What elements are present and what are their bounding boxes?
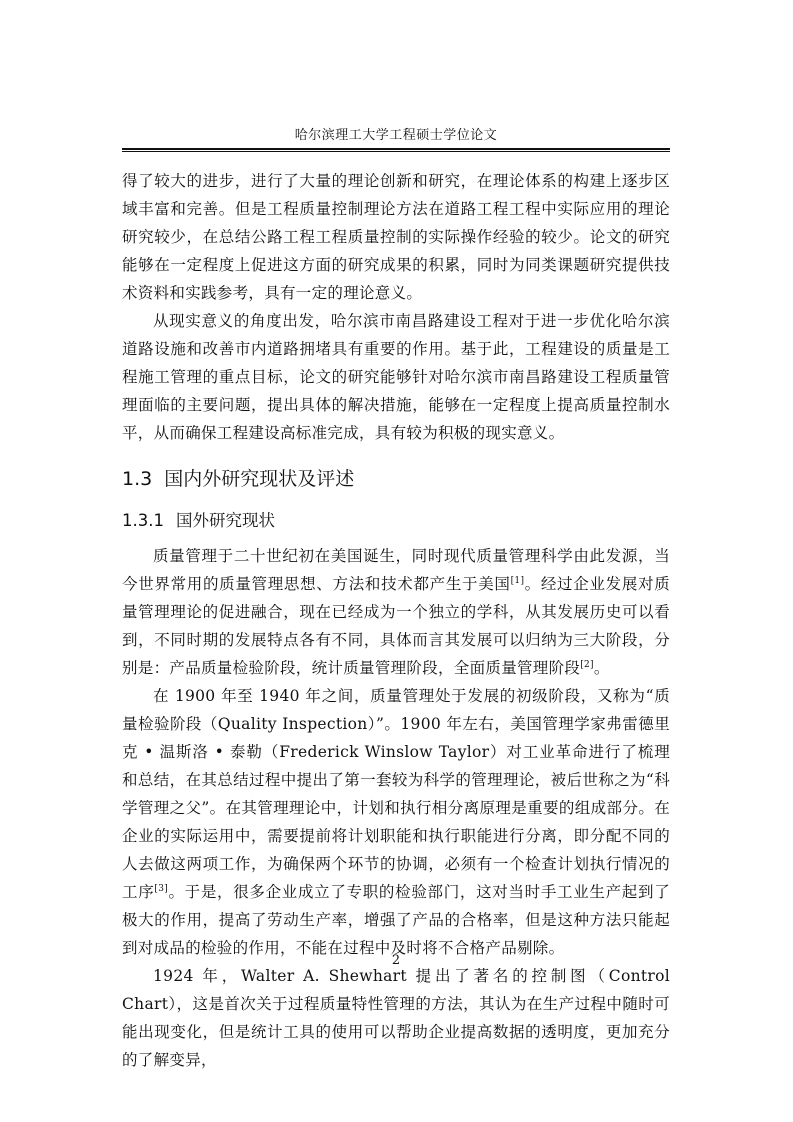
- running-header: 哈尔滨理工大学工程硕士学位论文: [294, 128, 498, 143]
- citation-2: [2]: [580, 659, 594, 670]
- paragraph-1: 得了较大的进步，进行了大量的理论创新和研究，在理论体系的构建上逐步区域丰富和完善。但是工程质量控制理论方法在道路工程工程中实际应用的理论研究较少，在总结公路工程工程质量控制的实际操作经验的较少。论文的研究能够在一定程度上促进这方面的研究成果的积累，同时为同类课题研究提供技术资料和实践参考，具有一定的理论意义。: [122, 172, 670, 302]
- paragraph-3-part-b: 。经过企业发展对质量管理理论的促进融合，现在已经成为一个独立的学科，从其发展历史可以看到，不同时期的发展特点各有不同，具体而言其发展可以归纳为三大阶段，分别是：产品质量检验阶段，统计质量管理阶段，全面质量管理阶段: [122, 575, 671, 677]
- page-number: 2: [391, 953, 401, 968]
- section-number: 1.3: [122, 468, 153, 490]
- paragraph-4-part-b: 。于是，很多企业成立了专职的检验部门，这对当时手工业生产起到了极大的作用，提高了劳动生产率，增强了产品的合格率，但是这种方法只能起到对成品的检验的作用，不能在过程中及时将不合格产品剔除。: [122, 883, 670, 957]
- paragraph-4: [122, 682, 670, 962]
- header-rule: [122, 148, 670, 152]
- paragraph-5: 1924 年，Walter A. Shewhart 提出了著名的控制图（Control Chart），这是首次关于过程质量特性管理的方法，其认为在生产过程中随时可能出现变化，但是统计工具的使用可以帮助企业提高数据的透明度，更加充分的了解变异，: [122, 967, 670, 1069]
- paragraph-3-part-c: 。: [593, 659, 610, 677]
- paragraph-3: [122, 542, 670, 682]
- citation-1: [1]: [510, 575, 525, 586]
- paragraph-2: 从现实意义的角度出发，哈尔滨市南昌路建设工程对于进一步优化哈尔滨道路设施和改善市内道路拥堵具有重要的作用。基于此，工程建设的质量是工程施工管理的重点目标，论文的研究能够针对哈尔滨市南昌路建设工程质量管理面临的主要问题，提出具体的解决措施，能够在一定程度上提高质量控制水平，从而确保工程建设高标准完成，具有较为积极的现实意义。: [122, 312, 670, 442]
- subsection-heading: [122, 506, 670, 536]
- paragraph-3-part-a: 质量管理于二十世纪初在美国诞生，同时现代质量管理科学由此发源，当今世界常用的质量管理思想、方法和技术都产生于美国: [122, 547, 670, 593]
- paragraph-4-part-a: 在 1900 年至 1940 年之间，质量管理处于发展的初级阶段，又称为“质量检验阶段（Quality Inspection）”。1900 年左右，美国管理学家弗雷德里克 • 温斯洛 • 泰勒（Frederick Winslow Taylor）对工业革命进行了梳理和总结，在其总结过程中提出了第一套较为科学的管理理论，被后世称之为“科学管理之父”。在其管理理论中，计划和执行相分离原理是重要的组成部分。在企业的实际运用中，需要提前将计划职能和执行职能进行分离，即分配不同的人去做这两项工作，为确保两个环节的协调，必须有一个检查计划执行情况的工序: [122, 687, 670, 901]
- section-title: 国内外研究现状及评述: [164, 468, 355, 490]
- subsection-number: 1.3.1: [122, 511, 164, 530]
- citation-3: [3]: [154, 883, 169, 894]
- body-text: [122, 167, 670, 1074]
- section-heading: [122, 462, 670, 496]
- subsection-title: 国外研究现状: [175, 511, 275, 530]
